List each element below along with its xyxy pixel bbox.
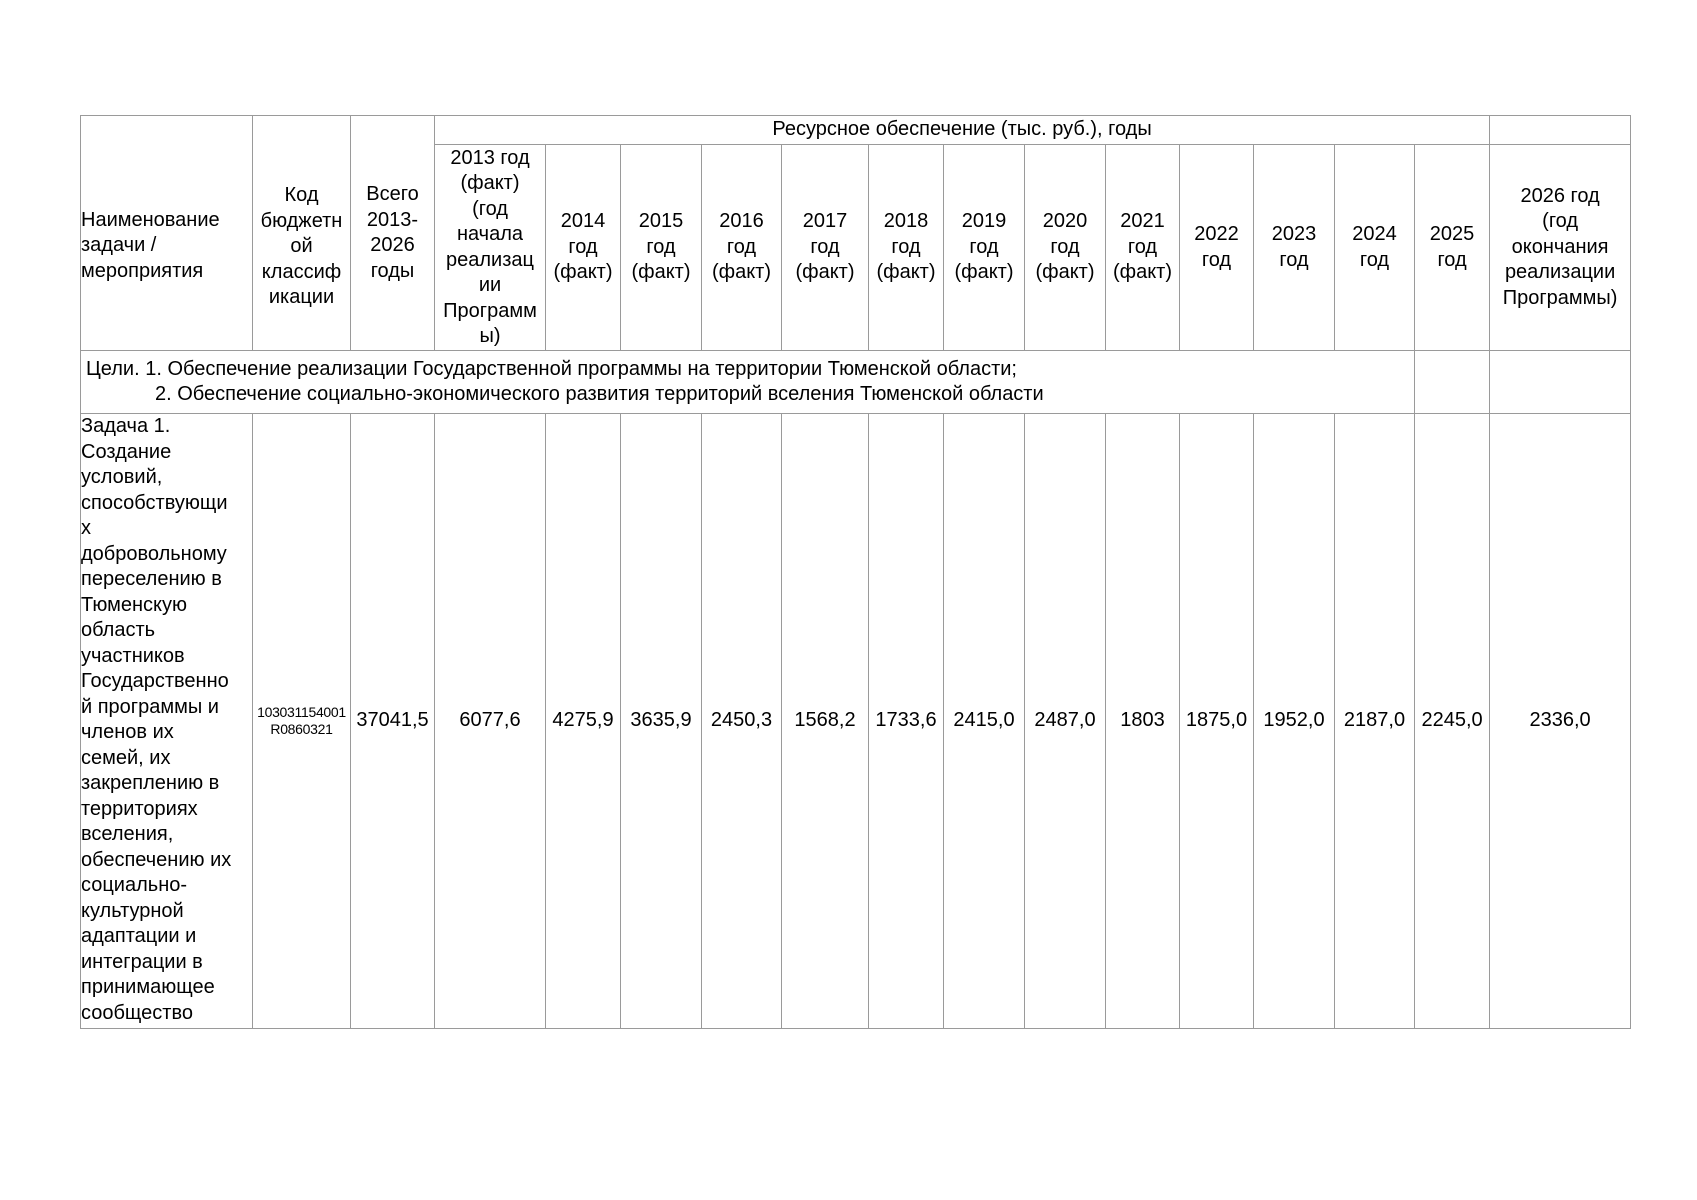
task-name-line: й программы и: [81, 695, 219, 718]
task-name-line: интеграции в: [81, 950, 203, 973]
goals-row: [81, 351, 1631, 414]
header-row-top: [81, 116, 1631, 145]
task-name-line: участников: [81, 644, 185, 667]
header-year-line: реализац: [446, 248, 534, 271]
header-year-2013: [435, 145, 546, 351]
header-year-2019: [944, 145, 1025, 351]
task-value-2013: 6077,6: [435, 414, 546, 1029]
task-value-2018: 1733,6: [869, 414, 944, 1029]
header-total-line: 2013-: [366, 208, 419, 231]
header-year-2017: [782, 145, 869, 351]
header-total-line: годы: [370, 259, 415, 282]
header-kbk-text: [253, 155, 350, 311]
header-year-2014: [546, 145, 621, 351]
task-total-cell: 37041,5: [351, 414, 435, 1029]
header-year-line: ии: [478, 274, 502, 296]
header-year-word: год: [969, 235, 999, 258]
task-name-line: социально-: [81, 874, 188, 896]
header-year-fact: (факт): [795, 261, 855, 284]
task-name-line: Создание: [81, 440, 172, 463]
task-value-2023: 1952,0: [1254, 414, 1335, 1029]
goals-empty-cell: [1415, 351, 1490, 414]
header-year-fact: (факт): [876, 261, 936, 284]
header-kbk-line: ой: [290, 235, 313, 258]
header-year-number: 2014: [560, 210, 606, 233]
task-kbk-cell: [253, 414, 351, 1029]
task-name-line: адаптации и: [81, 925, 197, 947]
header-kbk-line: Код: [284, 184, 319, 207]
header-year-line: (факт): [460, 172, 520, 194]
goals-cell: [81, 351, 1415, 414]
header-year-number: 2024: [1352, 223, 1397, 245]
header-year-word: год: [726, 235, 757, 258]
header-year-number: 2017: [802, 210, 848, 233]
task-name-line: условий,: [81, 466, 163, 488]
task-row: [81, 414, 1631, 1029]
header-kbk-line: бюджетн: [260, 209, 343, 232]
task-name-line: обеспечению их: [81, 848, 232, 871]
header-year-number: 2019: [961, 210, 1007, 233]
header-year-word: год: [891, 235, 921, 258]
task-value-2015: 3635,9: [621, 414, 702, 1029]
header-year-2023: [1254, 145, 1335, 351]
header-total-text: [351, 182, 434, 284]
header-year-number: 2016: [719, 210, 764, 233]
task-value-2021: 1803: [1106, 414, 1180, 1029]
header-year-word: год: [1359, 248, 1390, 271]
header-year-2024: [1335, 145, 1415, 351]
header-name-text: Наименование задачи / мероприятия: [81, 208, 220, 282]
task-kbk-line: R0860321: [270, 721, 333, 737]
task-name-line: культурной: [81, 899, 184, 922]
header-total-cell: [351, 116, 435, 351]
header-year-word: год: [646, 235, 676, 258]
task-kbk-line: 103031154001: [257, 704, 346, 720]
header-year-line: Программы): [1502, 286, 1618, 309]
header-year-word: год: [568, 235, 598, 258]
header-year-fact: (факт): [1112, 261, 1173, 284]
header-year-word: год: [810, 235, 840, 258]
task-name-cell: [81, 414, 253, 1029]
header-year-2021: [1106, 145, 1180, 351]
header-year-fact: (факт): [1035, 261, 1095, 284]
header-year-line: 2026 год: [1520, 184, 1600, 207]
task-value-2014: 4275,9: [546, 414, 621, 1029]
header-year-word: год: [1127, 235, 1158, 258]
task-value-2024: 2187,0: [1335, 414, 1415, 1029]
header-year-word: год: [1050, 235, 1080, 258]
header-name-cell: [81, 116, 253, 351]
header-year-number: 2015: [638, 210, 684, 233]
header-year-number: 2018: [883, 210, 929, 233]
header-year-fact: (факт): [553, 261, 613, 284]
task-value-2020: 2487,0: [1025, 414, 1106, 1029]
header-year-number: 2020: [1042, 210, 1088, 233]
header-year-2015: [621, 145, 702, 351]
header-resources-title: Ресурсное обеспечение (тыс. руб.), годы: [435, 116, 1490, 145]
header-year-2020: [1025, 145, 1106, 351]
header-year-line: 2013 год: [450, 146, 530, 169]
task-value-2016: 2450,3: [702, 414, 782, 1029]
header-year-line: (год: [472, 197, 508, 220]
header-year-2025: [1415, 145, 1490, 351]
task-value-2026: 2336,0: [1490, 414, 1631, 1029]
task-value-2019: 2415,0: [944, 414, 1025, 1029]
task-name-line: принимающее: [81, 976, 215, 998]
task-name-line: сообщество: [81, 1001, 193, 1024]
task-name-line: закреплению в: [81, 772, 220, 794]
header-year-number: 2022: [1194, 223, 1239, 245]
task-value-2017: 1568,2: [782, 414, 869, 1029]
header-year-2016: [702, 145, 782, 351]
header-total-line: Всего: [366, 183, 419, 205]
header-year-number: 2025: [1429, 223, 1475, 245]
header-year-2022: [1180, 145, 1254, 351]
task-name-line: добровольному: [81, 542, 227, 565]
task-value-2025: 2245,0: [1415, 414, 1490, 1029]
header-year-line: ы): [479, 325, 501, 347]
header-kbk-line: классиф: [261, 260, 342, 283]
goal-line-1: Цели. 1. Обеспечение реализации Государственной программы на территории Тюменской области;: [86, 357, 1017, 380]
header-year-line: начала: [456, 223, 524, 245]
task-name-line: вселения,: [81, 823, 174, 845]
task-name-line: х: [81, 517, 91, 539]
header-year-line: окончания: [1511, 235, 1609, 258]
header-year-2026: [1490, 145, 1631, 351]
header-kbk-line: икации: [268, 286, 335, 309]
header-year-number: 2023: [1271, 223, 1317, 245]
task-name-line: семей, их: [81, 746, 171, 769]
goals-empty-cell: [1490, 351, 1631, 414]
task-name-line: членов их: [81, 721, 174, 743]
header-year-word: год: [1279, 248, 1309, 271]
header-total-line: 2026: [370, 234, 415, 256]
task-name-line: Государственно: [81, 670, 229, 692]
header-year-word: год: [1201, 248, 1232, 271]
header-year-number: 2021: [1120, 210, 1165, 233]
task-name-line: область: [81, 619, 156, 641]
header-year-word: год: [1437, 248, 1467, 271]
task-value-2022: 1875,0: [1180, 414, 1254, 1029]
header-empty-cell: [1490, 116, 1631, 145]
header-year-fact: (факт): [954, 261, 1014, 284]
header-year-line: (год: [1542, 210, 1579, 233]
task-name-line: Задача 1.: [81, 415, 171, 437]
header-year-2018: [869, 145, 944, 351]
header-year-line: реализации: [1504, 261, 1616, 284]
task-name-line: Тюменскую: [81, 593, 188, 616]
budget-table: [80, 115, 1631, 1029]
header-kbk-cell: [253, 116, 351, 351]
header-year-line: Программ: [443, 299, 537, 322]
task-name-line: переселению в: [81, 568, 222, 590]
header-year-fact: (факт): [631, 261, 691, 284]
header-year-fact: (факт): [711, 261, 772, 284]
task-name-line: способствующи: [81, 491, 228, 514]
task-name-line: территориях: [81, 797, 198, 820]
goal-line-2: 2. Обеспечение социально-экономического развития территорий вселения Тюменской области: [155, 383, 1044, 405]
